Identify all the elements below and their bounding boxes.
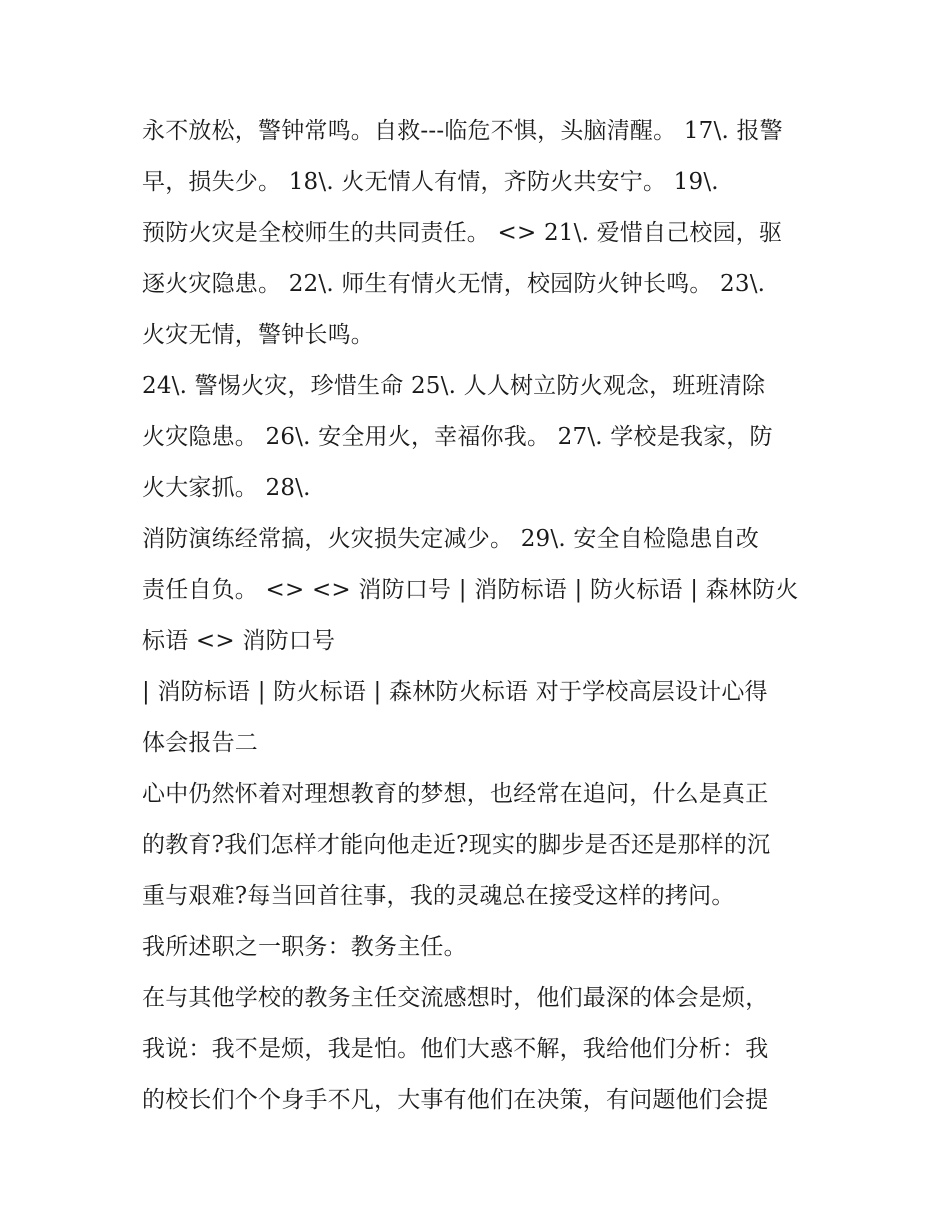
text-line: 标语 <> 消防口号 (142, 628, 336, 654)
text-line: 我说：我不是烦，我是怕。他们大惑不解，我给他们分析：我 (142, 1036, 769, 1062)
document-body (142, 106, 822, 1126)
text-line: 重与艰难?每当回首往事，我的灵魂总在接受这样的拷问。 (142, 883, 735, 909)
text-line: 24\. 警惕火灾，珍惜生命 25\. 人人树立防火观念，班班清除 (142, 373, 766, 399)
text-line: 消防演练经常搞，火灾损失定减少。 29\. 安全自检隐患自改 (142, 526, 759, 552)
section-title: 体会报告二 (142, 730, 258, 756)
text-line: 我所述职之一职务：教务主任。 (142, 934, 467, 960)
text-line: 的教育?我们怎样才能向他走近?现实的脚步是否还是那样的沉 (142, 832, 771, 858)
text-line: 心中仍然怀着对理想教育的梦想，也经常在追问，什么是真正 (142, 781, 769, 807)
text-line: 逐火灾隐患。 22\. 师生有情火无情，校园防火钟长鸣。 23\. (142, 271, 766, 297)
text-line: 早，损失少。 18\. 火无情人有情，齐防火共安宁。 19\. (142, 169, 719, 195)
text-line: 火灾无情，警钟长鸣。 (142, 322, 374, 348)
text-line: 火大家抓。 28\. (142, 475, 311, 501)
text-line: 火灾隐患。 26\. 安全用火，幸福你我。 27\. 学校是我家，防 (142, 424, 773, 450)
text-line: 责任自负。 <> <> 消防口号 | 消防标语 | 防火标语 | 森林防火 (142, 577, 799, 603)
text-line: 的校长们个个身手不凡，大事有他们在决策，有问题他们会提 (142, 1087, 769, 1113)
text-line: 永不放松，警钟常鸣。自救---临危不惧，头脑清醒。 17\. 报警 (142, 118, 783, 144)
text-line: | 消防标语 | 防火标语 | 森林防火标语 对于学校高层设计心得 (142, 679, 768, 705)
text-line: 在与其他学校的教务主任交流感想时，他们最深的体会是烦， (142, 985, 769, 1011)
text-line: 预防火灾是全校师生的共同责任。 <> 21\. 爱惜自己校园，驱 (142, 220, 783, 246)
